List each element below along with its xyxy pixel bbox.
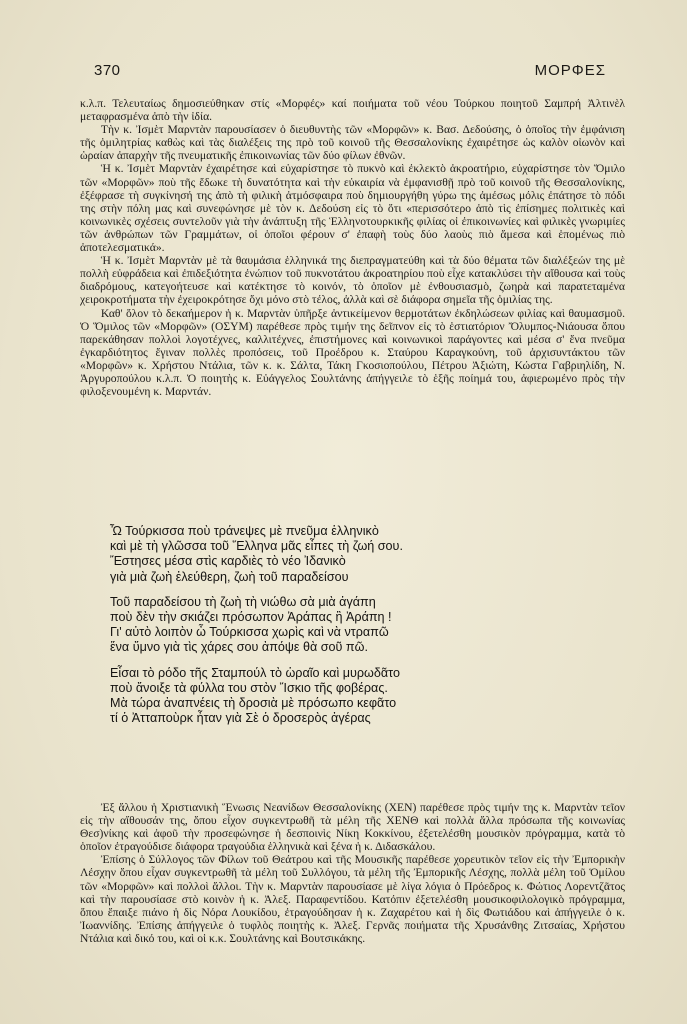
paragraph: Ἐπίσης ὁ Σύλλογος τῶν Φίλων τοῦ Θεάτρου καὶ τῆς Μουσικῆς παρέθεσε χορευτικὸν τεῖον εἰς τὴν Ἐμπορικὴν Λέσχην ὅπου εἶχαν συγκεντρωθῆ τὰ μέλη τοῦ Συλλόγου, τὰ μέλη τῆς Ἐμπορικῆς Λέσχης, πολλὰ μέλη τοῦ Ὁμίλου τῶν «Μορφῶν» καὶ πολλοὶ ἄλλοι. Τὴν κ. Μαρντὰν παρουσίασε μὲ λίγα λόγια ὁ Πρόεδρος κ. Φώτιος Λορεντζᾶτος καὶ τὴν παρουσίασε στὸ κοινὸν ἡ κ. Ἀλεξ. Παραφεντίδου. Κατόπιν ἐξετελέσθη μουσικοφιλολογικὸ πρόγραμμα, ὅπου ἔπαιξε πιάνο ἡ δὶς Νόρα Λουκίδου, ἐτραγούδησαν ἡ κ. Ζαχαρέτου καὶ ἡ δὶς Φωτιάδου καὶ ἀπήγγειλε ὁ κ. Ἰωαννίδης. Ἐπίσης ἀπήγγειλε ὁ τυφλὸς ποιητὴς κ. Ἀλεξ. Γερνᾶς ποιήματα τῆς Χρυσάνθης Ζιτσαίας, Χρήστου Ντάλια καὶ δικό του, καὶ οἱ κ.κ. Σουλτάνης καὶ Βουτσικάκης. <box>80 853 625 945</box>
article-text-top <box>80 97 625 398</box>
poem-line: Ἔστησες μέσα στὶς καρδιὲς τὸ νέο Ἰδανικὸ <box>110 554 346 569</box>
article-text-bottom <box>80 801 625 945</box>
page-header <box>94 62 606 80</box>
poem-stanza <box>110 595 580 656</box>
poem <box>110 524 580 736</box>
paragraph: Καθ' ὅλον τὸ δεκαήμερον ἡ κ. Μαρντὰν ὑπῆρξε ἀντικείμενον θερμοτάτων ἐκδηλώσεων φιλίας καὶ θαυμασμοῦ. Ὁ Ὅμιλος τῶν «Μορφῶν» (ΟΣΥΜ) παρέθεσε πρὸς τιμήν της δεῖπνον εἰς τὸ ἑστιατόριον Ὄλυμπος-Νιάουσα ὅπου παρεκάθησαν πολλοὶ λογοτέχνες, καλλιτέχνες, ἐπιστήμονες καὶ κοινωνικοὶ παράγοντες καὶ μέσα σ' ἕνα πνεῦμα ἐγκαρδιότητος ἔγιναν πολλὲς προπόσεις, τοῦ Προέδρου κ. Σταύρου Καραγκούνη, τοῦ ἀρχισυντάκτου τῶν «Μορφῶν» κ. Χρήστου Ντάλια, τῶν κ. κ. Σάλτα, Τάκη Γκοσιοπούλου, Πέτρου Ἀξιώτη, Κώστα Γαβριηλίδη, Ν. Ἀργυροπούλου κ.λ.π. Ὁ ποιητὴς κ. Εὐάγγελος Σουλτάνης ἀπήγγειλε τὸ ἑξῆς ποίημά του, ἀφιερωμένο πρὸς τὴν φιλοξενουμένη κ. Μαρντάν. <box>80 306 625 399</box>
paragraph: Ἡ κ. Ἰσμὲτ Μαρντὰν μὲ τὰ θαυμάσια ἑλληνικά της διεπραγματεύθη καὶ τὰ δύο θέματα τῶν διαλέξεών της μὲ πολλὴ εὐφράδεια καὶ ἐπιδεξιότητα ἐνώπιον τοῦ πυκνοτάτου ἀκροατηρίου ποὺ εἶχε κατακλύσει τὴν αἴθουσα καὶ τοὺς διαδρόμους, κατεγοήτευσε καὶ κατέκτησε τὸ κοινόν, τὸ ὁποῖον μὲ ἐνθουσιασμὸ, ζωηρὰ καὶ παρατεταμένα χειροκροτήματα τὴν ἐχειροκρότησε ὄχι μόνο στὸ τέλος, ἀλλὰ καὶ σὲ διάφορα σημεῖα τῆς ὁμιλίας της. <box>80 254 625 307</box>
paragraph: Ἐξ ἄλλου ἡ Χριστιανικὴ Ἕνωσις Νεανίδων Θεσσαλονίκης (ΧΕΝ) παρέθεσε πρὸς τιμήν της κ. Μαρντὰν τεῖον εἰς τὴν αἴθουσάν της, ὅπου εἶχον συγκεντρωθῆ τὰ μέλη τῆς ΧΕΝΘ καὶ πολλὰ ἄλλα πρόσωπα τῆς κοινωνίας Θεσ)νίκης καὶ ἀφοῦ τὴν προσεφώνησε ἡ δεσποινὶς Νίκη Κοκκίνου, ἐξετελέσθη μουσικὸν πρόγραμμα, κατὰ τὸ ὁποῖον ἐτραγούδισε διάφορα τραγούδια ἑλληνικὰ καὶ ξένα ἡ κ. Διδασκάλου. <box>80 801 625 854</box>
poem-stanza <box>110 666 580 727</box>
running-head: ΜΟΡΦΕΣ <box>534 62 606 79</box>
poem-line: Γι' αὐτὸ λοιπὸν ὦ Τούρκισσα χωρὶς καὶ νὰ ντραπῶ <box>110 625 389 640</box>
poem-line: Τοῦ παραδείσου τὴ ζωὴ τὴ νιώθω σὰ μιὰ ἀγάπη <box>110 594 376 609</box>
poem-line: Μὰ τώρα ἀναπνέεις τὴ δροσιὰ μὲ πρόσωπο κεφᾶτο <box>110 696 397 711</box>
paragraph: Ἡ κ. Ἰσμὲτ Μαρντὰν ἐχαιρέτησε καὶ εὐχαρίστησε τὸ πυκνὸ καὶ ἐκλεκτὸ ἀκροατήριο, εὐχαρίστησε τὸν Ὅμιλο τῶν «Μορφῶν» ποὺ τῆς ἔδωκε τὴ δυνατότητα καὶ τὴν εὐκαιρία νὰ ἐμφανισθῇ πρὸ τοῦ κοινοῦ τῆς Θεσσαλονίκης, ἐξέφρασε τὴ συγκίνησή της ἀπὸ τὴ φιλικὴ ἀτμόσφαιρα ποὺ δημιουργήθη γύρω της ἀμέσως μόλις ἐπάτησε τὸ πόδι της στὴν πόλη μας καὶ συνεφώνησε μὲ τὸν κ. Δεδούση εἰς τὸ ὅτι «περισσότερο ἀπὸ τὶς ἐπίσημες πολιτικὲς καὶ κοινωνικὲς σχέσεις συντελοῦν γιὰ τὴν ἀνάπτυξη τῆς Ἑλληνοτουρκικῆς φιλίας οἱ ἐπικοινωνίες καὶ φιλικὲς γνωριμίες τῶν ἀνθρώπων τῶν Γραμμάτων, οἱ ὁποῖοι φέρουν σ' ἐπαφὴ τοὺς δύο λαοὺς πιὸ ἄμεσα καὶ ἑπομένως πιὸ ἀποτελεσματικά». <box>80 162 625 255</box>
poem-line: ποὺ δὲν τὴν σκιάζει πρόσωπον Ἀράπας ἢ Ἀράπη ! <box>110 610 392 625</box>
poem-line: καὶ μὲ τὴ γλῶσσα τοῦ Ἕλληνα μᾶς εἶπες τὴ ζωή σου. <box>110 539 403 554</box>
poem-line: τί ὁ Ἀτταποὺρκ ἦταν γιὰ Σὲ ὁ δροσερὸς ἀγέρας <box>110 711 371 726</box>
poem-line: Εἶσαι τὸ ρόδο τῆς Σταμπούλ τὸ ὡραῖο καὶ μυρωδᾶτο <box>110 665 400 680</box>
paragraph: κ.λ.π. Τελευταίως δημοσιεύθηκαν στίς «Μορφές» καί ποιήματα τοῦ νέου Τούρκου ποιητοῦ Σαμπρή Ἀλτινὲλ μεταφρασμένα ἀπὸ τὴν ἰδία. <box>80 97 625 124</box>
poem-line: Ὦ Τούρκισσα ποὺ τράνεψες μὲ πνεῦμα ἑλληνικὸ <box>110 524 379 538</box>
poem-line: ποὺ ἄνοιξε τὰ φύλλα του στὸν Ἴσκιο τῆς φοβέρας. <box>110 680 388 695</box>
poem-line: γιὰ μιὰ ζωὴ ἐλεύθερη, ζωὴ τοῦ παραδείσου <box>110 569 349 584</box>
poem-stanza <box>110 524 580 585</box>
poem-line: ἕνα ὕμνο γιὰ τὶς χάρες σου ἀπόψε θὰ σοῦ πῶ. <box>110 640 368 655</box>
paragraph: Τὴν κ. Ἰσμὲτ Μαρντὰν παρουσίασεν ὁ διευθυντὴς τῶν «Μορφῶν» κ. Βασ. Δεδούσης, ὁ ὁποῖος τὴν ἐμφάνιση τῆς ὁμιλητρίας καθὼς καὶ τὰς διαλέξεις της πρὸ τοῦ κοινοῦ τῆς Θεσσαλονίκης ἐχαιρέτησε ὡς καλὸν οἰωνὸν καὶ ὡραίαν ἀπαρχὴν τῆς πνευματικῆς ἐπικοινωνίας τῶν δύο φίλων ἐθνῶν. <box>80 123 625 163</box>
page-number: 370 <box>94 62 121 79</box>
